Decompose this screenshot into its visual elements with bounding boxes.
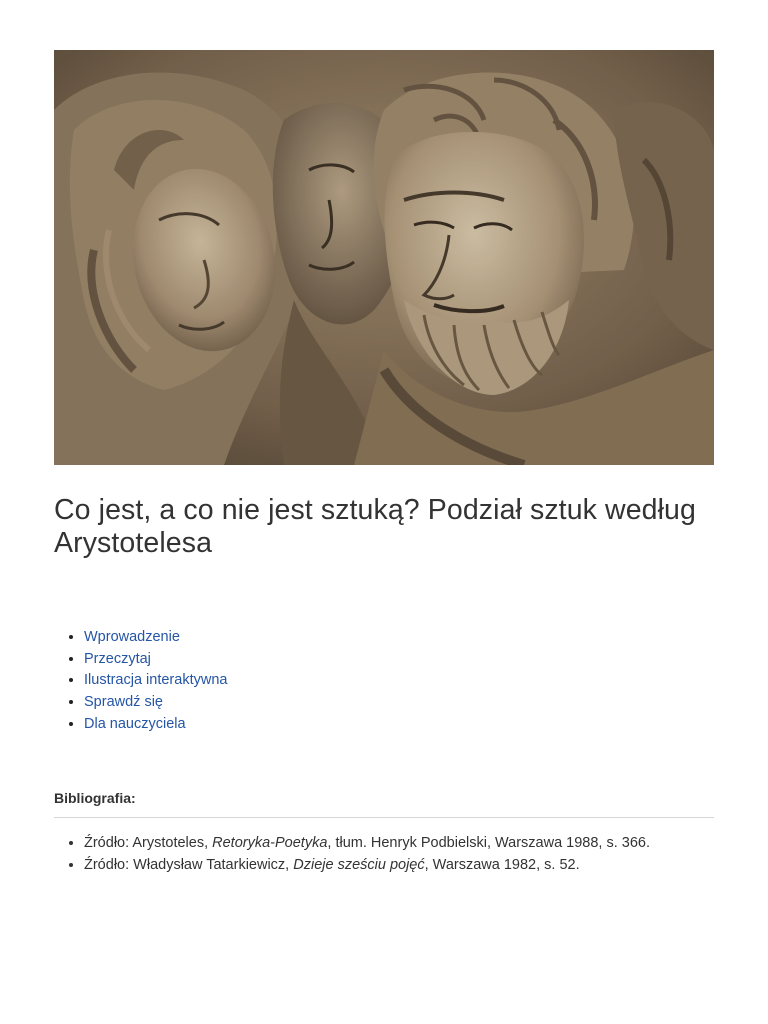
bibliography-entry-prefix: Źródło: Władysław Tatarkiewicz, [84,857,294,873]
toc-link-ilustracja-interaktywna[interactable]: Ilustracja interaktywna [84,672,228,689]
bibliography-entry-suffix: , Warszawa 1982, s. 52. [424,857,580,873]
bibliography-heading: Bibliografia: [54,790,136,806]
sculpture-illustration [54,50,714,465]
toc-link-dla-nauczyciela[interactable]: Dla nauczyciela [84,715,186,732]
toc-item [84,670,227,692]
bibliography-entry-title: Retoryka-Poetyka [212,835,328,851]
toc-link-wprowadzenie[interactable]: Wprowadzenie [84,629,180,645]
divider [54,817,714,818]
page-title: Co jest, a co nie jest sztuką? Podział sztuk według Arystotelesa [54,494,696,559]
bibliography-entry-suffix: , tłum. Henryk Podbielski, Warszawa 1988, s. 366. [327,835,651,851]
bibliography-entry-prefix: Źródło: Arystoteles, [84,835,213,851]
bibliography-entry [84,854,650,876]
toc-link-przeczytaj[interactable]: Przeczytaj [84,650,151,667]
bibliography-entry-title: Dzieje sześciu pojęć [293,857,425,873]
toc-link-sprawdz-sie[interactable]: Sprawdź się [84,694,163,711]
toc-item [84,649,227,671]
toc-item [84,692,227,714]
toc-item [84,714,227,736]
bibliography-entry [84,832,650,854]
bibliography-list [54,832,650,876]
hero-image [54,50,714,465]
toc-item [84,627,227,649]
table-of-contents [54,627,227,736]
